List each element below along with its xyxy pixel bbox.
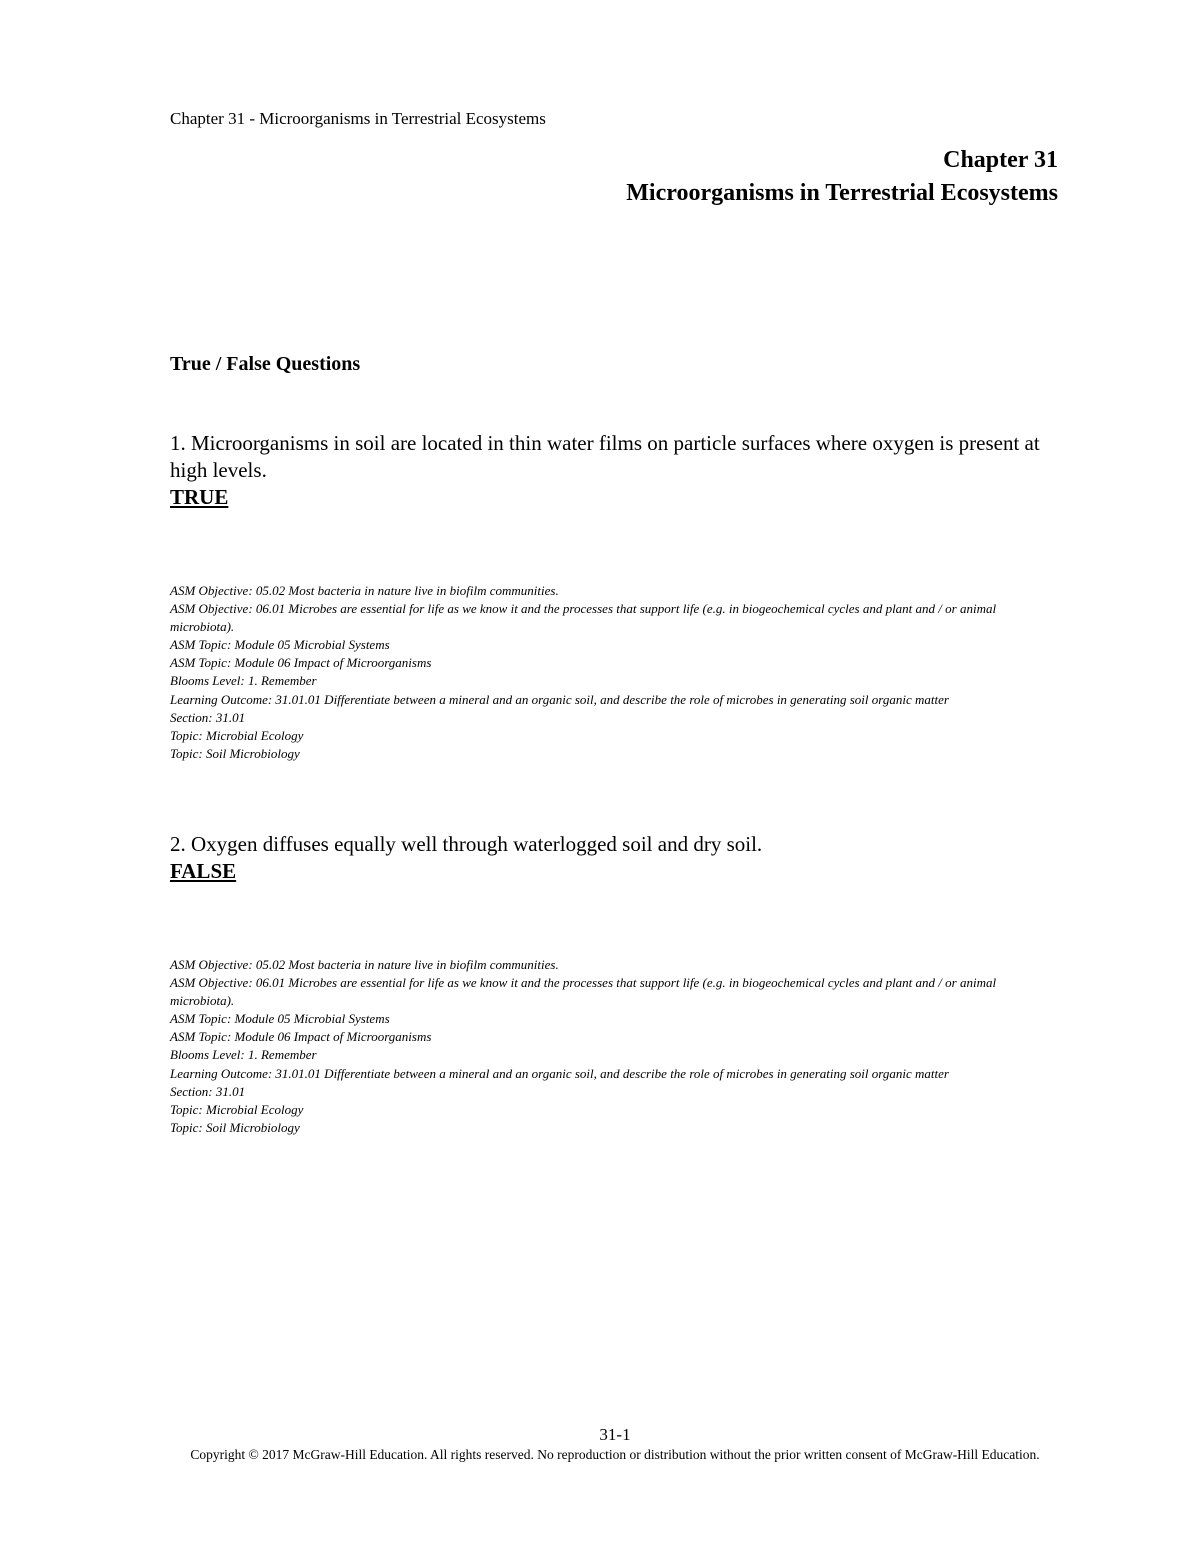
meta-asm-topic: ASM Topic: Module 05 Microbial Systems <box>170 1011 390 1027</box>
answer: TRUE <box>170 485 229 509</box>
meta-blooms-level: Blooms Level: 1. Remember <box>170 673 317 689</box>
question-1 <box>170 430 1060 511</box>
meta-topic: Topic: Microbial Ecology <box>170 727 304 743</box>
meta-asm-objective: ASM Objective: 05.02 Most bacteria in nature live in biofilm communities. <box>170 583 559 598</box>
question-1-metadata <box>170 582 1040 763</box>
section-heading: True / False Questions <box>170 353 361 375</box>
question-text: 2. Oxygen diffuses equally well through waterlogged soil and dry soil. <box>170 832 763 856</box>
answer: FALSE <box>170 859 237 883</box>
meta-asm-objective: ASM Objective: 06.01 Microbes are essential for life as we know it and the processes that support life (e.g. in biogeochemical cycles and plant and / or animal microbiota). <box>170 601 997 635</box>
meta-section: Section: 31.01 <box>170 709 246 725</box>
meta-asm-topic: ASM Topic: Module 06 Impact of Microorganisms <box>170 655 432 671</box>
chapter-name: Microorganisms in Terrestrial Ecosystems <box>626 180 1058 206</box>
chapter-title-block <box>626 144 1058 210</box>
meta-asm-topic: ASM Topic: Module 06 Impact of Microorganisms <box>170 1029 432 1045</box>
question-2-metadata <box>170 956 1040 1137</box>
meta-topic: Topic: Soil Microbiology <box>170 745 300 761</box>
page-footer <box>190 1424 1040 1463</box>
meta-blooms-level: Blooms Level: 1. Remember <box>170 1047 317 1063</box>
meta-topic: Topic: Microbial Ecology <box>170 1101 304 1117</box>
meta-section: Section: 31.01 <box>170 1083 246 1099</box>
running-header: Chapter 31 - Microorganisms in Terrestrial Ecosystems <box>170 109 546 128</box>
page-number: 31-1 <box>599 1425 631 1444</box>
meta-topic: Topic: Soil Microbiology <box>170 1119 300 1135</box>
chapter-number: Chapter 31 <box>943 147 1058 173</box>
question-text: 1. Microorganisms in soil are located in thin water films on particle surfaces where oxygen is present at high levels. <box>170 431 1040 482</box>
meta-asm-topic: ASM Topic: Module 05 Microbial Systems <box>170 637 390 653</box>
meta-asm-objective: ASM Objective: 06.01 Microbes are essential for life as we know it and the processes that support life (e.g. in biogeochemical cycles and plant and / or animal microbiota). <box>170 975 997 1009</box>
meta-learning-outcome: Learning Outcome: 31.01.01 Differentiate between a mineral and an organic soil, and describe the role of microbes in generating soil organic matter <box>170 691 949 707</box>
meta-learning-outcome: Learning Outcome: 31.01.01 Differentiate between a mineral and an organic soil, and describe the role of microbes in generating soil organic matter <box>170 1065 949 1081</box>
copyright-notice: Copyright © 2017 McGraw-Hill Education. All rights reserved. No reproduction or distribution without the prior written consent of McGraw-Hill Education. <box>190 1447 1040 1462</box>
meta-asm-objective: ASM Objective: 05.02 Most bacteria in nature live in biofilm communities. <box>170 957 559 972</box>
question-2 <box>170 831 1060 885</box>
